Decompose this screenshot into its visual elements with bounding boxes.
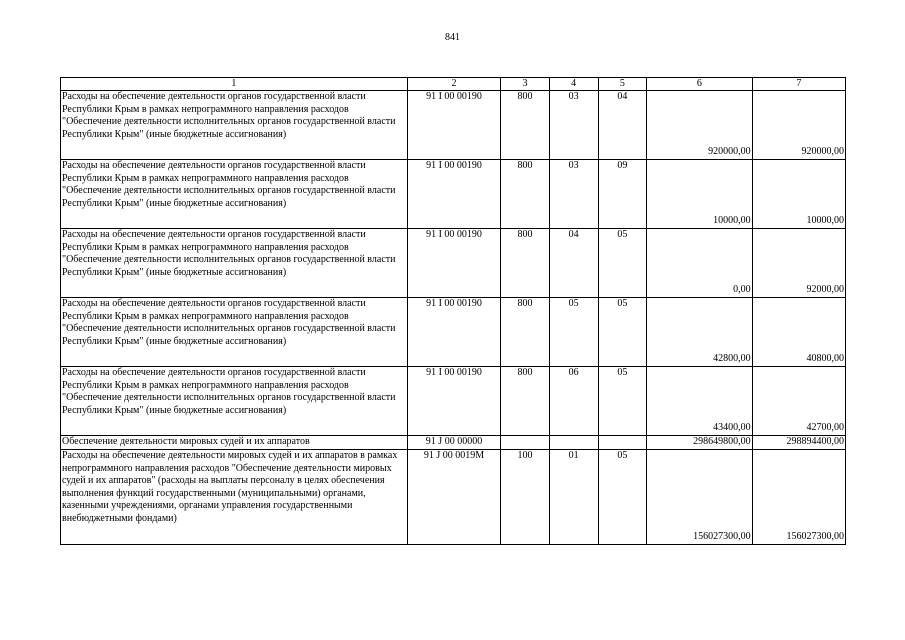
table-row [61, 91, 846, 160]
section-code: 03 [549, 160, 598, 229]
amount-year-1: 0,00 [647, 229, 752, 298]
amount-year-1: 10000,00 [647, 160, 752, 229]
subsection-code: 05 [598, 450, 647, 545]
amount-year-2: 42700,00 [752, 367, 845, 436]
expense-type-code: 800 [501, 367, 550, 436]
subsection-code: 04 [598, 91, 647, 160]
table-row [61, 229, 846, 298]
budget-table [60, 77, 846, 545]
section-code: 04 [549, 229, 598, 298]
section-code: 03 [549, 91, 598, 160]
amount-year-2: 10000,00 [752, 160, 845, 229]
row-description: Расходы на обеспечение деятельности органов государственной власти Республики Крым в рамках непрограммного направления расходов "Обеспечение деятельности исполнительных органов государственной власти Республики Крым" (иные бюджетные ассигнования) [61, 91, 408, 160]
subsection-code [598, 436, 647, 450]
column-header: 3 [501, 78, 550, 91]
amount-year-2: 40800,00 [752, 298, 845, 367]
table-row [61, 436, 846, 450]
target-article-code: 91 I 00 00190 [407, 229, 500, 298]
target-article-code: 91 I 00 00190 [407, 367, 500, 436]
amount-year-1: 156027300,00 [647, 450, 752, 545]
target-article-code: 91 I 00 00190 [407, 298, 500, 367]
section-code: 01 [549, 450, 598, 545]
table-row [61, 298, 846, 367]
row-description: Обеспечение деятельности мировых судей и их аппаратов [61, 436, 408, 450]
expense-type-code: 100 [501, 450, 550, 545]
row-description: Расходы на обеспечение деятельности органов государственной власти Республики Крым в рамках непрограммного направления расходов "Обеспечение деятельности исполнительных органов государственной власти Республики Крым" (иные бюджетные ассигнования) [61, 367, 408, 436]
table-header-row [61, 78, 846, 91]
subsection-code: 05 [598, 229, 647, 298]
target-article-code: 91 J 00 00000 [407, 436, 500, 450]
row-description: Расходы на обеспечение деятельности органов государственной власти Республики Крым в рамках непрограммного направления расходов "Обеспечение деятельности исполнительных органов государственной власти Республики Крым" (иные бюджетные ассигнования) [61, 229, 408, 298]
amount-year-1: 42800,00 [647, 298, 752, 367]
row-description: Расходы на обеспечение деятельности органов государственной власти Республики Крым в рамках непрограммного направления расходов "Обеспечение деятельности исполнительных органов государственной власти Республики Крым" (иные бюджетные ассигнования) [61, 298, 408, 367]
subsection-code: 09 [598, 160, 647, 229]
subsection-code: 05 [598, 367, 647, 436]
subsection-code: 05 [598, 298, 647, 367]
amount-year-2: 92000,00 [752, 229, 845, 298]
target-article-code: 91 J 00 0019M [407, 450, 500, 545]
column-header: 4 [549, 78, 598, 91]
amount-year-1: 43400,00 [647, 367, 752, 436]
section-code [549, 436, 598, 450]
amount-year-1: 298649800,00 [647, 436, 752, 450]
expense-type-code [501, 436, 550, 450]
expense-type-code: 800 [501, 91, 550, 160]
table-row [61, 367, 846, 436]
row-description: Расходы на обеспечение деятельности мировых судей и их аппаратов в рамках непрограммного направления расходов "Обеспечение деятельности мировых судей и их аппаратов" (расходы на выплаты персоналу в целях обеспечения выполнения функций государственными (муниципальными) органами, казенными учреждениями, органами управления государственными внебюджетными фондами) [61, 450, 408, 545]
table-row [61, 160, 846, 229]
column-header: 2 [407, 78, 500, 91]
table-row [61, 450, 846, 545]
expense-type-code: 800 [501, 160, 550, 229]
section-code: 05 [549, 298, 598, 367]
target-article-code: 91 I 00 00190 [407, 91, 500, 160]
row-description: Расходы на обеспечение деятельности органов государственной власти Республики Крым в рамках непрограммного направления расходов "Обеспечение деятельности исполнительных органов государственной власти Республики Крым" (иные бюджетные ассигнования) [61, 160, 408, 229]
amount-year-2: 298894400,00 [752, 436, 845, 450]
expense-type-code: 800 [501, 298, 550, 367]
page-number: 841 [445, 32, 460, 43]
column-header: 1 [61, 78, 408, 91]
column-header: 6 [647, 78, 752, 91]
amount-year-2: 156027300,00 [752, 450, 845, 545]
section-code: 06 [549, 367, 598, 436]
amount-year-1: 920000,00 [647, 91, 752, 160]
column-header: 7 [752, 78, 845, 91]
target-article-code: 91 I 00 00190 [407, 160, 500, 229]
expense-type-code: 800 [501, 229, 550, 298]
amount-year-2: 920000,00 [752, 91, 845, 160]
column-header: 5 [598, 78, 647, 91]
